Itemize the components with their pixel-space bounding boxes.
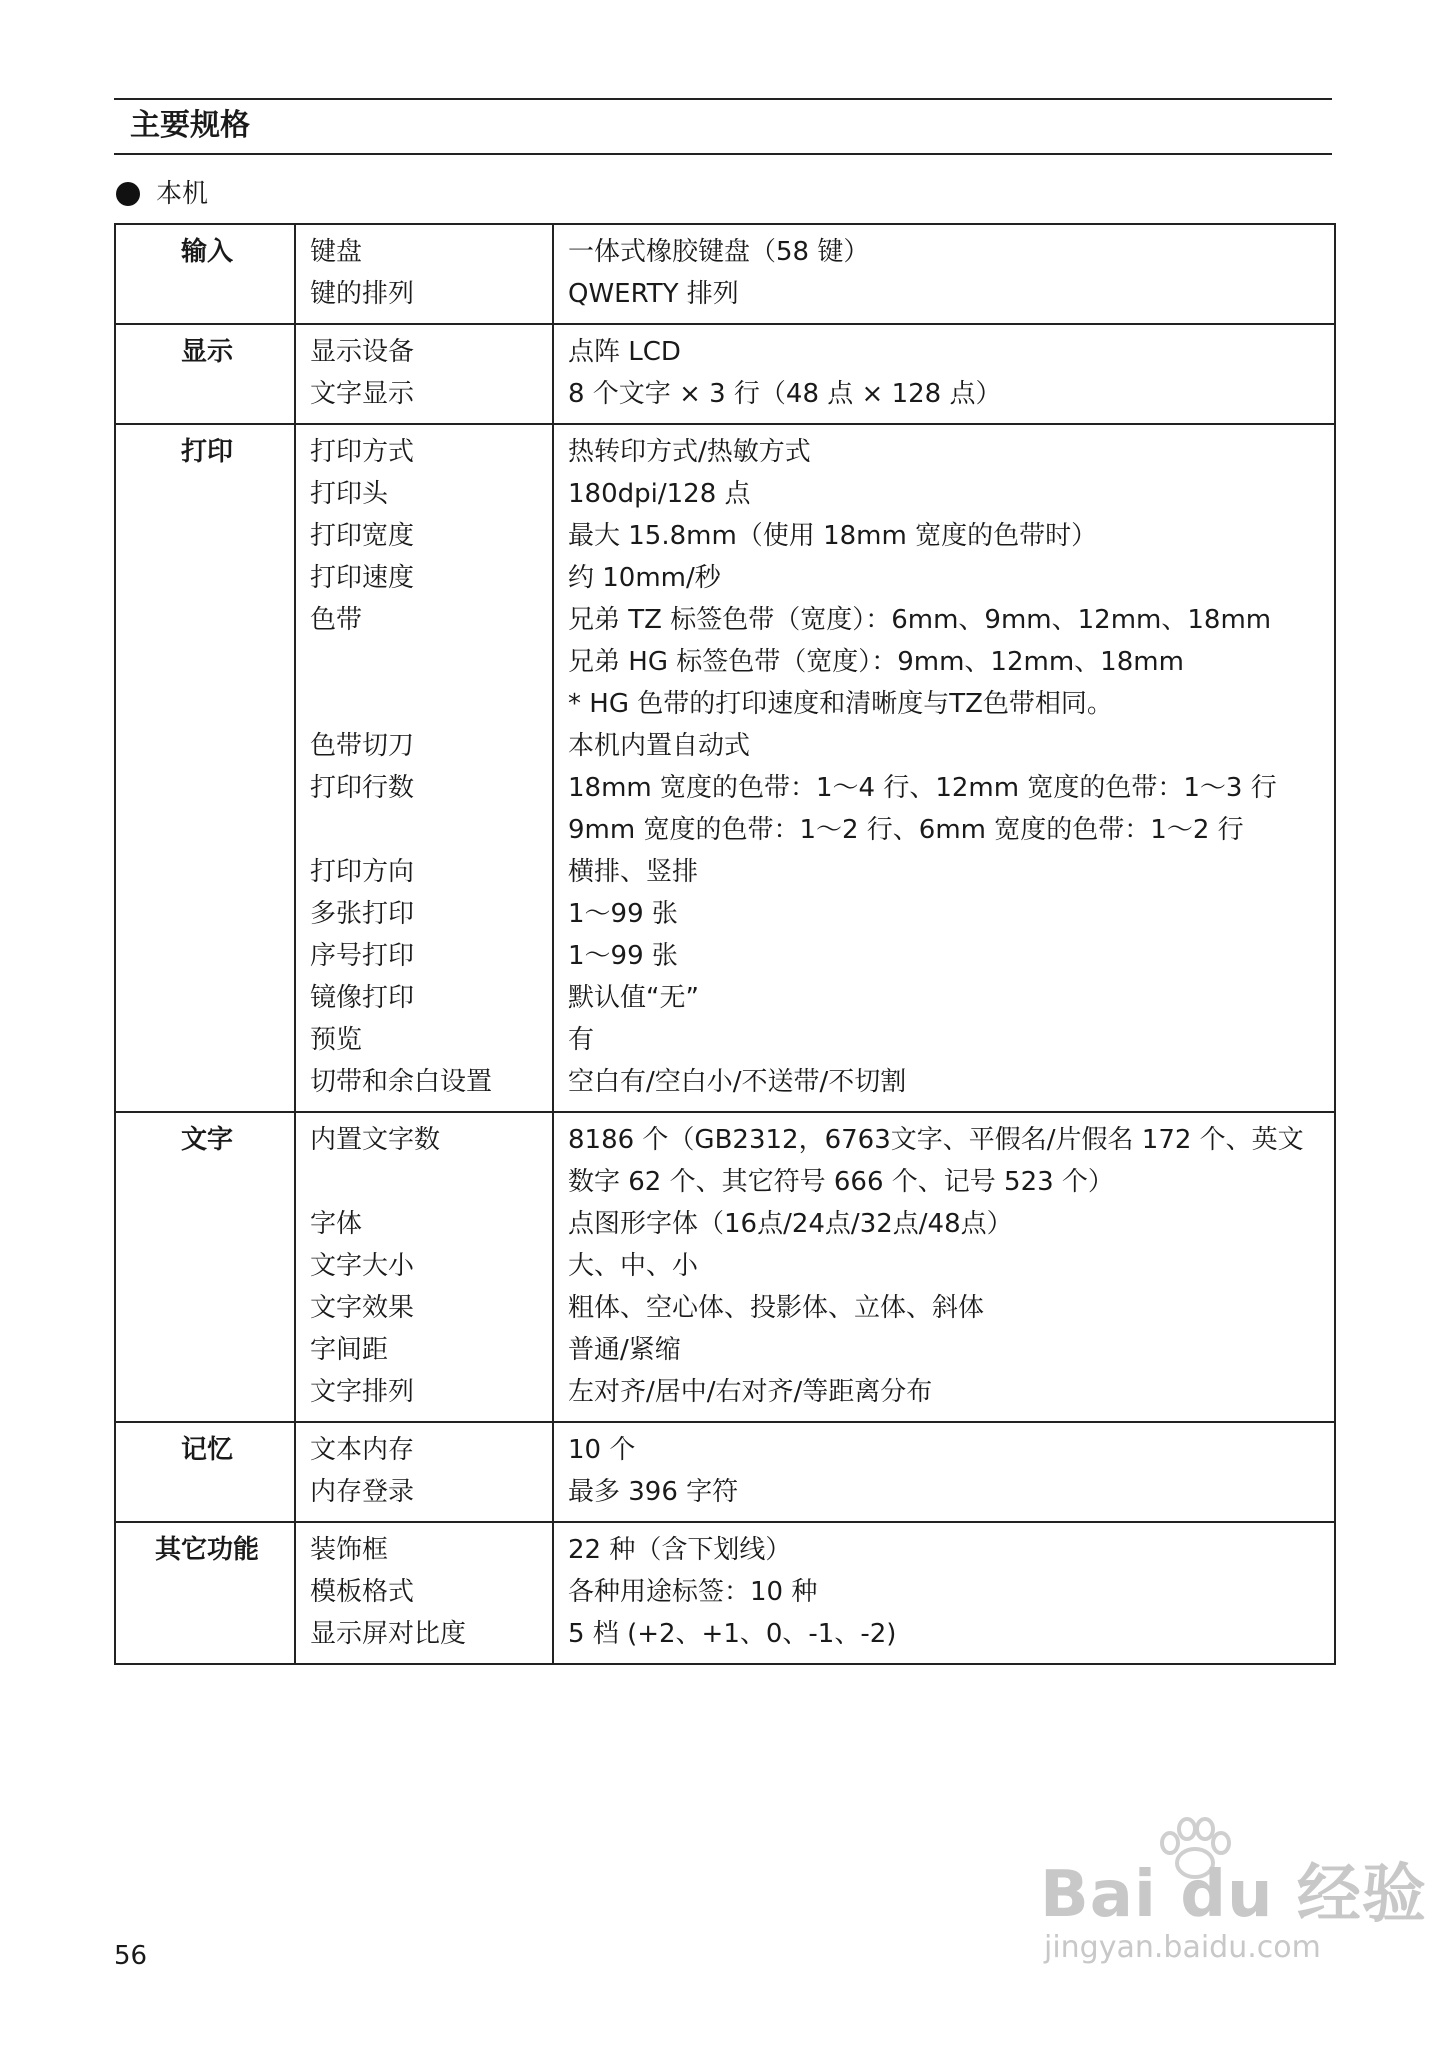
spec-label: 打印方式 (310, 437, 415, 467)
spec-value: 8186 个（GB2312，6763文字、平假名/片假名 172 个、英文 (568, 1125, 1304, 1155)
spec-group-row (115, 324, 1335, 424)
spec-category: 打印 (115, 424, 295, 1112)
spec-group-row (115, 1522, 1335, 1664)
header-rule-bottom (114, 153, 1332, 155)
page-number: 56 (114, 1941, 148, 1971)
spec-label: 序号打印 (310, 941, 415, 971)
spec-label: 色带 (310, 605, 363, 635)
spec-group-row (115, 1112, 1335, 1422)
spec-label: 文字显示 (310, 379, 415, 409)
spec-category: 文字 (115, 1112, 295, 1422)
spec-label (310, 641, 542, 683)
spec-values-cell (553, 424, 1335, 1112)
spec-value: 5 档 (+2、+1、0、-1、-2) (568, 1619, 897, 1649)
spec-label: 打印头 (310, 479, 389, 509)
spec-value: 1～99 张 (568, 941, 678, 971)
spec-label: 打印速度 (310, 563, 415, 593)
spec-label: 文字排列 (310, 1377, 415, 1407)
spec-label: 键的排列 (310, 279, 415, 309)
spec-value: 22 种（含下划线） (568, 1535, 792, 1565)
spec-labels-cell (295, 1422, 553, 1522)
spec-values-cell (553, 224, 1335, 324)
spec-label: 多张打印 (310, 899, 415, 929)
spec-label: 显示设备 (310, 337, 415, 367)
spec-table (114, 223, 1336, 1665)
watermark (1040, 1860, 1427, 1966)
spec-group-row (115, 224, 1335, 324)
header-rule-top (114, 98, 1332, 100)
spec-labels-cell (295, 1522, 553, 1664)
spec-value: 数字 62 个、其它符号 666 个、记号 523 个） (568, 1167, 1114, 1197)
spec-label (310, 683, 542, 725)
spec-labels-cell (295, 324, 553, 424)
spec-value: 左对齐/居中/右对齐/等距离分布 (568, 1377, 933, 1407)
spec-value: 默认值“无” (568, 983, 699, 1013)
spec-value: 180dpi/128 点 (568, 479, 751, 509)
spec-value: 空白有/空白小/不送带/不切割 (568, 1067, 907, 1097)
bullet-icon (116, 182, 140, 206)
spec-label (310, 809, 542, 851)
spec-labels-cell (295, 424, 553, 1112)
spec-value: 大、中、小 (568, 1251, 699, 1281)
spec-labels-cell (295, 224, 553, 324)
spec-label: 键盘 (310, 237, 363, 267)
watermark-url: jingyan.baidu.com (1044, 1930, 1321, 1965)
spec-value: 8 个文字 × 3 行（48 点 × 128 点） (568, 379, 1002, 409)
spec-label: 预览 (310, 1025, 363, 1055)
spec-label: 打印宽度 (310, 521, 415, 551)
spec-values-cell (553, 1522, 1335, 1664)
spec-value: 18mm 宽度的色带：1～4 行、12mm 宽度的色带：1～3 行 (568, 773, 1277, 803)
spec-value: 横排、竖排 (568, 857, 699, 887)
spec-category: 输入 (115, 224, 295, 324)
spec-label (310, 1161, 542, 1203)
spec-label: 装饰框 (310, 1535, 389, 1565)
spec-group-row (115, 1422, 1335, 1522)
spec-value: 热转印方式/热敏方式 (568, 437, 811, 467)
spec-value: 普通/紧缩 (568, 1335, 681, 1365)
spec-category: 其它功能 (115, 1522, 295, 1664)
spec-labels-cell (295, 1112, 553, 1422)
spec-value: 1～99 张 (568, 899, 678, 929)
spec-value: 兄弟 HG 标签色带（宽度）：9mm、12mm、18mm (568, 647, 1184, 677)
page-title: 主要规格 (130, 108, 250, 143)
spec-group-row (115, 424, 1335, 1112)
section-heading (116, 174, 208, 214)
spec-category: 显示 (115, 324, 295, 424)
spec-label: 色带切刀 (310, 731, 415, 761)
spec-value: 本机内置自动式 (568, 731, 751, 761)
spec-value: QWERTY 排列 (568, 279, 739, 309)
spec-value: 最大 15.8mm（使用 18mm 宽度的色带时） (568, 521, 1098, 551)
spec-label: 字体 (310, 1209, 363, 1239)
watermark-main: Bai du 经验 (1040, 1858, 1427, 1932)
spec-value: 点阵 LCD (568, 337, 681, 367)
spec-label: 显示屏对比度 (310, 1619, 467, 1649)
spec-values-cell (553, 1422, 1335, 1522)
spec-value: 兄弟 TZ 标签色带（宽度）：6mm、9mm、12mm、18mm (568, 605, 1272, 635)
spec-values-cell (553, 1112, 1335, 1422)
spec-category: 记忆 (115, 1422, 295, 1522)
spec-values-cell (553, 324, 1335, 424)
spec-value: * HG 色带的打印速度和清晰度与TZ色带相同。 (568, 689, 1113, 719)
spec-label: 文字大小 (310, 1251, 415, 1281)
spec-label: 内置文字数 (310, 1125, 441, 1155)
spec-label: 模板格式 (310, 1577, 415, 1607)
section-title: 本机 (156, 179, 209, 209)
spec-label: 切带和余白设置 (310, 1067, 493, 1097)
spec-label: 镜像打印 (310, 983, 415, 1013)
spec-value: 一体式橡胶键盘（58 键） (568, 237, 870, 267)
spec-label: 内存登录 (310, 1477, 415, 1507)
spec-value: 各种用途标签：10 种 (568, 1577, 818, 1607)
spec-value: 9mm 宽度的色带：1～2 行、6mm 宽度的色带：1～2 行 (568, 815, 1244, 845)
spec-label: 打印方向 (310, 857, 415, 887)
spec-value: 约 10mm/秒 (568, 563, 721, 593)
spec-value: 最多 396 字符 (568, 1477, 739, 1507)
spec-label: 打印行数 (310, 773, 415, 803)
spec-value: 有 (568, 1025, 595, 1055)
spec-value: 粗体、空心体、投影体、立体、斜体 (568, 1293, 985, 1323)
spec-value: 10 个 (568, 1435, 636, 1465)
spec-table-body (115, 224, 1335, 1664)
spec-label: 文字效果 (310, 1293, 415, 1323)
spec-label: 字间距 (310, 1335, 389, 1365)
spec-value: 点图形字体（16点/24点/32点/48点） (568, 1209, 1013, 1239)
spec-label: 文本内存 (310, 1435, 415, 1465)
